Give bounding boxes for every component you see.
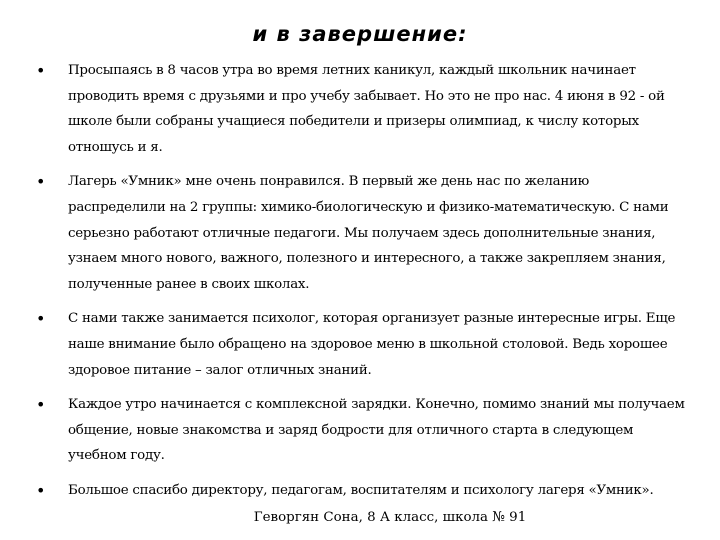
spacer xyxy=(36,469,686,478)
bullet-icon: • xyxy=(36,395,46,415)
bullet-icon: • xyxy=(36,61,46,80)
spacer xyxy=(36,297,686,306)
spacer xyxy=(36,160,686,169)
signature: Геворгян Сона, 8 А класс, школа № 91 xyxy=(253,510,527,525)
list-item xyxy=(36,306,686,383)
list-item xyxy=(36,392,686,469)
slide-title: и в завершение: xyxy=(252,22,468,46)
list-item xyxy=(36,478,686,504)
bullet-icon: • xyxy=(36,309,46,329)
list-item xyxy=(36,169,686,297)
spacer xyxy=(36,383,686,392)
paragraph-text: С нами также занимается психолог, которая организует разные интересные игры. Еще наше внимание было обращено на здоровое меню в школьной столовой. Ведь хорошее здоровое питание – залог отличных знаний. xyxy=(68,311,676,378)
bullet-icon: • xyxy=(36,172,46,192)
paragraph-text: Большое спасибо директору, педагогам, воспитателям и психологу лагеря «Умник». xyxy=(68,482,654,498)
bullet-icon: • xyxy=(36,480,46,500)
list-item xyxy=(36,58,686,160)
paragraph-text: Просыпаясь в 8 часов утра во время летних каникул, каждый школьник начинает проводить время с друзьями и про учебу забывает. Но это не про нас. 4 июня в 92 - ой школе были собраны учащиеся победители и призеры олимпиад, к числу которых отношусь и я. xyxy=(68,63,665,155)
paragraph-text: Лагерь «Умник» мне очень понравился. В первый же день нас по желанию распределили на 2 группы: химико-биологическую и физико-математическую. С нами серьезно работают отличные педагоги. Мы получаем здесь дополнительные знания, узнаем много нового, важного, полезного и интересного, а также закрепляем знания, полученные ранее в своих школах. xyxy=(68,174,669,292)
bullet-list xyxy=(36,58,686,504)
paragraph-text: Каждое утро начинается с комплексной зарядки. Конечно, помимо знаний мы получаем общение, новые знакомства и заряд бодрости для отличного старта в следующем учебном году. xyxy=(68,397,685,464)
